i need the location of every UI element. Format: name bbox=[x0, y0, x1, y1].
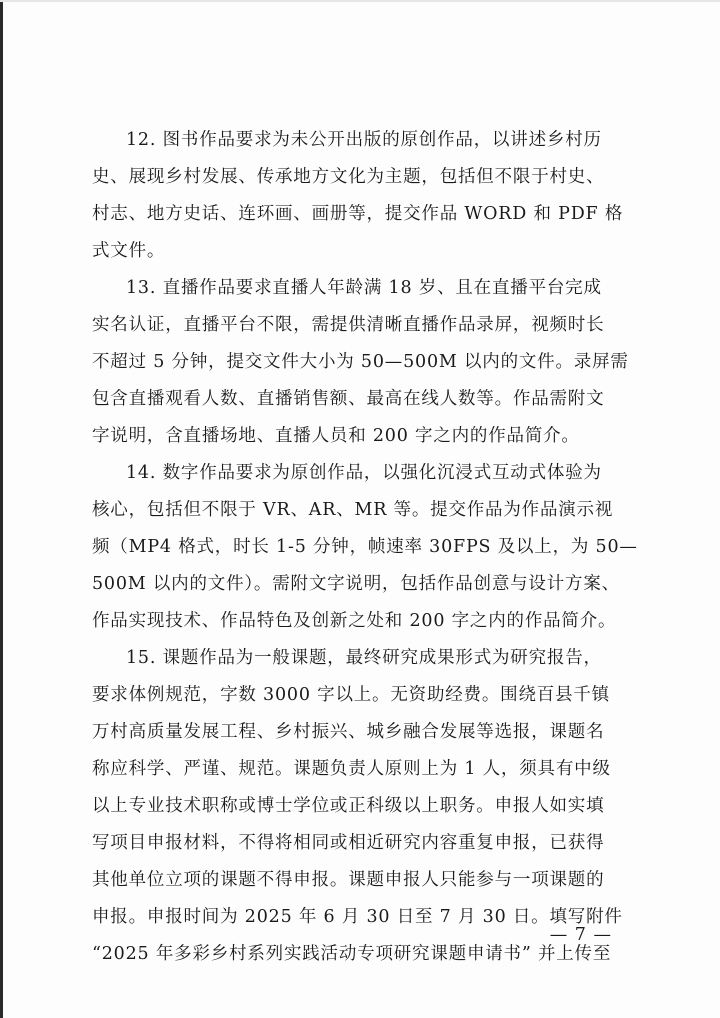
paragraph-14 bbox=[92, 455, 638, 640]
text-line: 500M 以内的文件）。需附文字说明，包括作品创意与设计方案、 bbox=[92, 574, 620, 594]
text-line: 14. 数字作品要求为原创作品，以强化沉浸式互动式体验为 bbox=[126, 463, 602, 483]
text-line: 15. 课题作品为一般课题，最终研究成果形式为研究报告， bbox=[126, 648, 602, 668]
text-line: 申报。申报时间为 2025 年 6 月 30 日至 7 月 30 日。填写附件 bbox=[92, 907, 623, 927]
text-line: 字说明，含直播场地、直播人员和 200 字之内的作品简介。 bbox=[92, 426, 580, 446]
text-line: 12. 图书作品要求为未公开出版的原创作品，以讲述乡村历 bbox=[126, 130, 602, 150]
text-line: 实名认证，直播平台不限，需提供清晰直播作品录屏，视频时长 bbox=[92, 315, 605, 335]
page-number: — 7 — bbox=[549, 925, 612, 945]
text-line: 核心，包括但不限于 VR、AR、MR 等。提交作品为作品演示视 bbox=[92, 500, 614, 520]
text-line: 包含直播观看人数、直播销售额、最高在线人数等。作品需附文 bbox=[92, 389, 605, 409]
text-line: 万村高质量发展工程、乡村振兴、城乡融合发展等选报，课题名 bbox=[92, 722, 605, 742]
text-line: 其他单位立项的课题不得申报。课题申报人只能参与一项课题的 bbox=[92, 870, 605, 890]
text-line: 以上专业技术职称或博士学位或正科级以上职务。申报人如实填 bbox=[92, 796, 605, 816]
scan-edge-top bbox=[0, 0, 720, 2]
text-line: 13. 直播作品要求直播人年龄满 18 岁、且在直播平台完成 bbox=[126, 278, 602, 298]
text-line: 村志、地方史话、连环画、画册等，提交作品 WORD 和 PDF 格 bbox=[92, 204, 624, 224]
paragraph-12 bbox=[92, 122, 630, 270]
text-line: 式文件。 bbox=[92, 241, 166, 261]
text-line: “2025 年多彩乡村系列实践活动专项研究课题申请书” 并上传至 bbox=[92, 944, 612, 964]
scan-edge-left bbox=[0, 0, 3, 1018]
text-line: 不超过 5 分钟，提交文件大小为 50—500M 以内的文件。录屏需 bbox=[92, 352, 629, 372]
text-line: 作品实现技术、作品特色及创新之处和 200 字之内的作品简介。 bbox=[92, 611, 617, 631]
text-line: 写项目申报材料，不得将相同或相近研究内容重复申报，已获得 bbox=[92, 833, 605, 853]
paragraph-13 bbox=[92, 270, 630, 455]
text-line: 要求体例规范，字数 3000 字以上。无资助经费。围绕百县千镇 bbox=[92, 685, 610, 705]
text-line: 频（MP4 格式，时长 1-5 分钟，帧速率 30FPS 及以上，为 50— bbox=[92, 537, 638, 557]
text-line: 称应科学、严谨、规范。课题负责人原则上为 1 人，须具有中级 bbox=[92, 759, 611, 779]
document-body bbox=[92, 122, 638, 973]
text-line: 史、展现乡村发展、传承地方文化为主题，包括但不限于村史、 bbox=[92, 167, 605, 187]
paragraph-15 bbox=[92, 640, 630, 973]
